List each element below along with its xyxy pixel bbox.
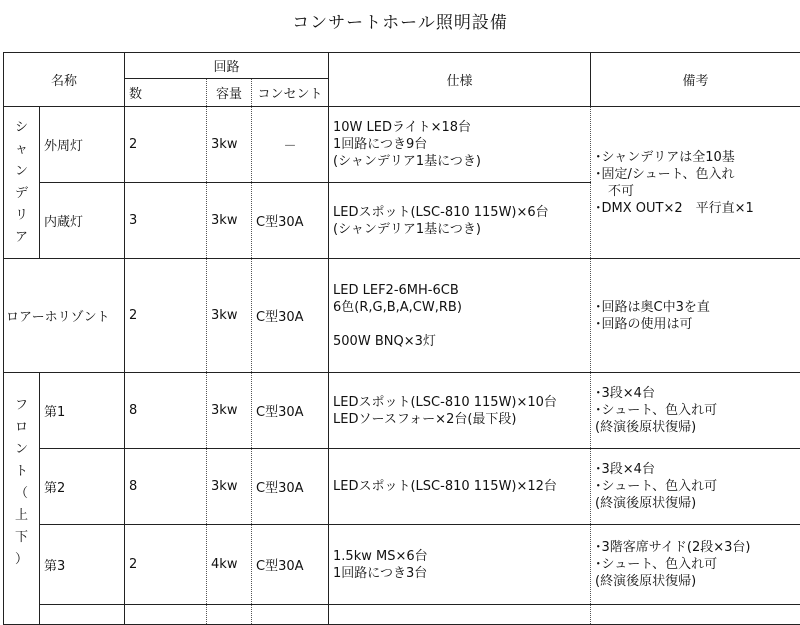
- capacity-cell: 4kw: [207, 525, 252, 605]
- sub-name: 外周灯: [40, 107, 125, 183]
- empty-cell: [207, 605, 252, 625]
- outlet-cell: C型30A: [252, 525, 329, 605]
- count-cell: 8: [125, 449, 207, 525]
- spec-cell: LED LEF2-6MH-6CB 6色(R,G,B,A,CW,RB) 500W BNQ×3灯: [329, 259, 591, 373]
- capacity-cell: 3kw: [207, 449, 252, 525]
- header-row-1: [4, 53, 800, 79]
- capacity-cell: 3kw: [207, 373, 252, 449]
- remarks-cell: ･3階客席サイド(2段×3台) ･シュート、色入れ可 (終演後原状復帰): [591, 525, 800, 605]
- count-cell: 2: [125, 107, 207, 183]
- spec-cell: LEDスポット(LSC-810 115W)×6台 (シャンデリア1基につき): [329, 183, 591, 259]
- remarks-cell: ･3段×4台 ･シュート、色入れ可 (終演後原状復帰): [591, 373, 800, 449]
- empty-cell: [40, 605, 125, 625]
- header-spec: 仕様: [329, 53, 591, 107]
- header-name: 名称: [4, 53, 125, 107]
- header-circuit: 回路: [125, 53, 329, 79]
- spec-cell: LEDスポット(LSC-810 115W)×10台 LEDソースフォー×2台(最下段): [329, 373, 591, 449]
- outlet-cell: C型30A: [252, 449, 329, 525]
- table-row-continuation: [4, 605, 800, 625]
- capacity-cell: 3kw: [207, 183, 252, 259]
- spec-cell: 10W LEDライト×18台 1回路につき9台 (シャンデリア1基につき): [329, 107, 591, 183]
- empty-cell: [329, 605, 591, 625]
- spec-cell: 1.5kw MS×6台 1回路につき3台: [329, 525, 591, 605]
- remarks-cell: ･回路は奥C中3を直 ･回路の使用は可: [591, 259, 800, 373]
- sub-name: 第1: [40, 373, 125, 449]
- outlet-cell: C型30A: [252, 259, 329, 373]
- count-cell: 3: [125, 183, 207, 259]
- header-remarks: 備考: [591, 53, 800, 107]
- capacity-cell: 3kw: [207, 259, 252, 373]
- name-cell: ロアーホリゾント: [4, 259, 125, 373]
- capacity-cell: 3kw: [207, 107, 252, 183]
- table-row-front-1: [4, 373, 800, 449]
- group-label-chandelier: シ ャ ン デ リ ア: [4, 107, 40, 259]
- table-row-lower-horizont: [4, 259, 800, 373]
- table-row-front-3: [4, 525, 800, 605]
- empty-cell: [252, 605, 329, 625]
- table-row-chandelier-outer: [4, 107, 800, 183]
- outlet-cell: C型30A: [252, 373, 329, 449]
- group-label-front: フ ロ ン ト （ 上 下 ）: [4, 373, 40, 625]
- empty-cell: [591, 605, 800, 625]
- count-cell: 8: [125, 373, 207, 449]
- empty-cell: [125, 605, 207, 625]
- page-title: コンサートホール照明設備: [0, 8, 800, 33]
- table-row-front-2: [4, 449, 800, 525]
- spec-cell: LEDスポット(LSC-810 115W)×12台: [329, 449, 591, 525]
- header-count: 数: [125, 79, 207, 107]
- remarks-cell: ･3段×4台 ･シュート、色入れ可 (終演後原状復帰): [591, 449, 800, 525]
- remarks-cell: ･シャンデリアは全10基 ･固定/シュート、色入れ 不可 ･DMX OUT×2 平行直×1: [591, 107, 800, 259]
- header-capacity: 容量: [207, 79, 252, 107]
- count-cell: 2: [125, 525, 207, 605]
- outlet-cell: C型30A: [252, 183, 329, 259]
- sub-name: 第3: [40, 525, 125, 605]
- sub-name: 第2: [40, 449, 125, 525]
- count-cell: 2: [125, 259, 207, 373]
- header-outlet: コンセント: [252, 79, 329, 107]
- outlet-cell: －: [252, 107, 329, 183]
- lighting-equipment-table: [3, 52, 800, 625]
- sub-name: 内蔵灯: [40, 183, 125, 259]
